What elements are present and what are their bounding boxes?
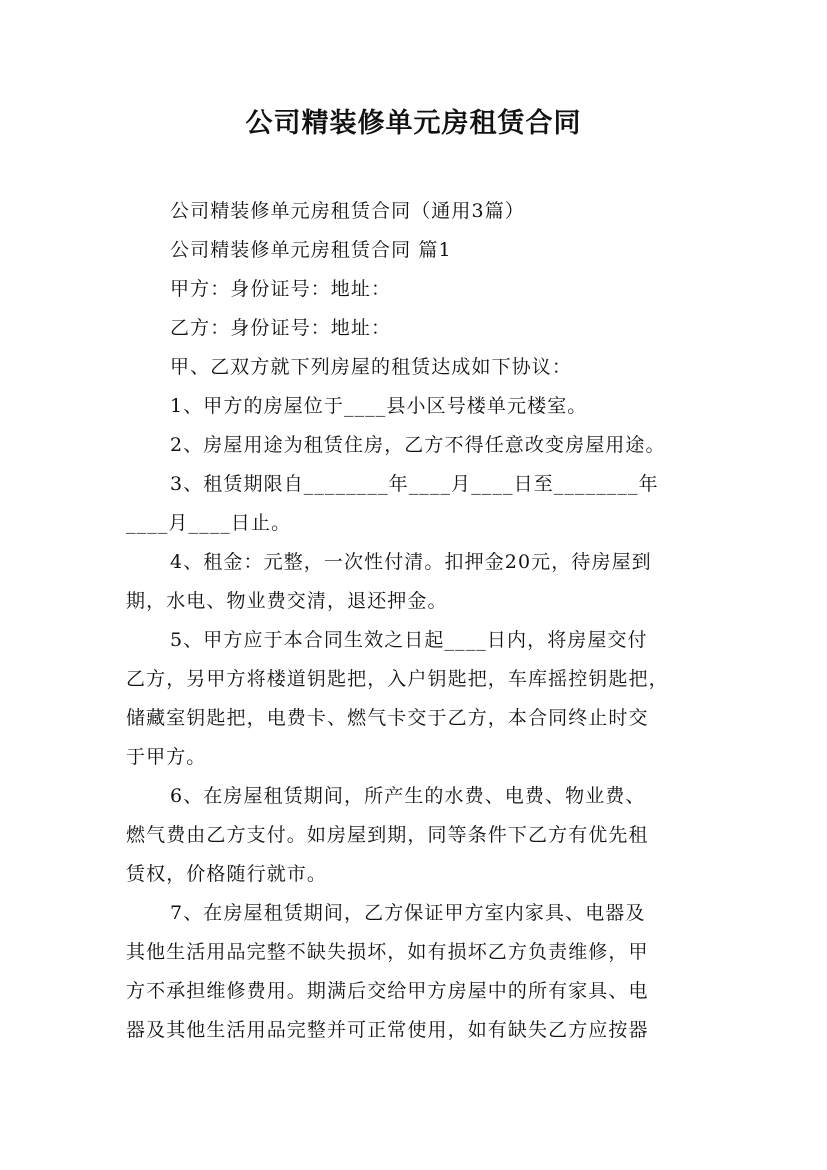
clause-6-line-2: 燃气费由乙方支付。如房屋到期，同等条件下乙方有优先租 [126, 824, 649, 846]
agreement-intro: 甲、乙双方就下列房屋的租赁达成如下协议： [170, 356, 573, 378]
clause-6-line-1: 6、在房屋租赁期间，所产生的水费、电费、物业费、 [170, 785, 646, 807]
clause-3-line-2: ____月____日止。 [126, 512, 292, 534]
clause-5-line-3: 储藏室钥匙把，电费卡、燃气卡交于乙方，本合同终止时交 [126, 707, 649, 729]
clause-7-line-2: 其他生活用品完整不缺失损坏，如有损坏乙方负责维修，甲 [126, 941, 649, 963]
clause-6-line-3: 赁权，价格随行就市。 [126, 863, 328, 885]
clause-7-line-3: 方不承担维修费用。期满后交给甲方房屋中的所有家具、电 [126, 980, 649, 1002]
party-b-line: 乙方：身份证号：地址： [170, 317, 392, 339]
clause-2: 2、房屋用途为租赁住房，乙方不得任意改变房屋用途。 [170, 434, 666, 456]
clause-7-line-1: 7、在房屋租赁期间，乙方保证甲方室内家具、电器及 [170, 902, 646, 924]
clause-5-line-2: 乙方，另甲方将楼道钥匙把，入户钥匙把，车库摇控钥匙把， [126, 668, 669, 690]
clause-5-line-1: 5、甲方应于本合同生效之日起____日内，将房屋交付 [170, 629, 648, 651]
document-title: 公司精装修单元房租赁合同 [245, 108, 582, 139]
clause-4-line-1: 4、租金：元整，一次性付清。扣押金20元，待房屋到 [170, 551, 652, 573]
clause-1: 1、甲方的房屋位于____县小区号楼单元楼室。 [170, 395, 588, 417]
clause-3-line-1: 3、租赁期限自________年____月____日至________年 [170, 473, 659, 495]
clause-4-line-2: 期，水电、物业费交清，退还押金。 [126, 590, 448, 612]
clause-5-line-4: 于甲方。 [126, 746, 207, 768]
party-a-line: 甲方：身份证号：地址： [170, 278, 392, 300]
clause-7-line-4: 器及其他生活用品完整并可正常使用，如有缺失乙方应按器 [126, 1019, 649, 1041]
section-heading: 公司精装修单元房租赁合同 篇1 [170, 239, 452, 261]
subtitle-line: 公司精装修单元房租赁合同（通用3篇） [170, 200, 525, 222]
